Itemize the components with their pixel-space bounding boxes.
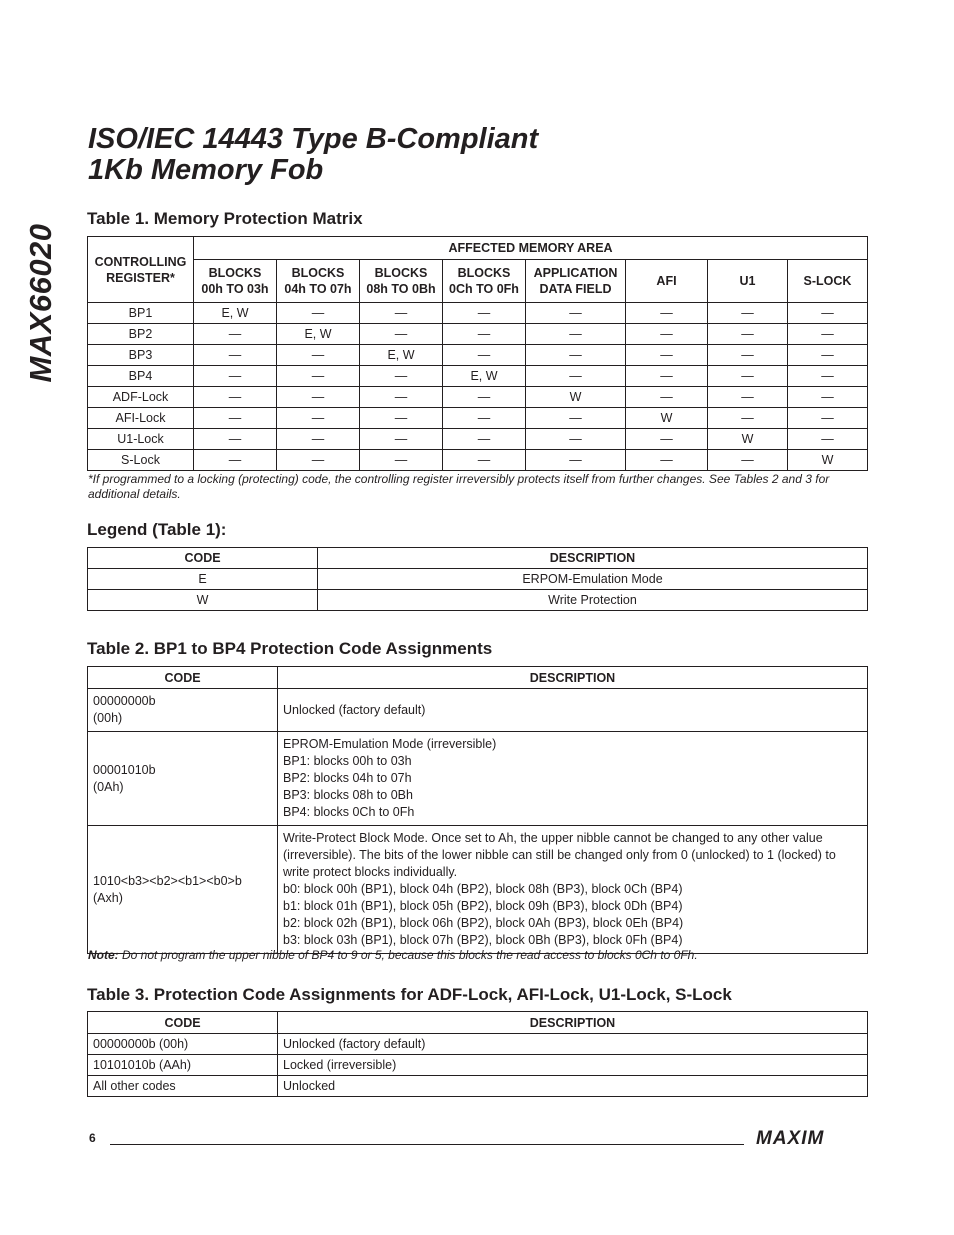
table-cell: — [443,450,526,471]
table-row [88,590,868,611]
table-cell: — [360,303,443,324]
code-cell: 00000000b (00h) [88,1034,278,1055]
table-cell: — [277,387,360,408]
table-cell: — [277,429,360,450]
lock-protection-code-table [87,1011,868,1097]
table-cell: — [708,408,788,429]
table-cell: — [443,303,526,324]
register-cell: BP4 [88,366,194,387]
code-cell: 10101010b (AAh) [88,1055,278,1076]
table-cell: — [277,450,360,471]
table-cell: — [360,429,443,450]
table-cell: W [708,429,788,450]
code-line: (Axh) [93,890,123,905]
footer-rule [110,1144,744,1145]
register-cell: S-Lock [88,450,194,471]
table-cell: — [443,345,526,366]
description-cell: ERPOM-Emulation Mode [318,569,868,590]
col-header: BLOCKS 08h TO 0Bh [360,260,443,303]
code-cell: W [88,590,318,611]
table-cell: — [360,450,443,471]
table-cell: — [360,366,443,387]
table1-heading: Table 1. Memory Protection Matrix [87,209,363,228]
table-row [88,324,868,345]
part-number-side-label [16,213,66,393]
table-cell: — [708,345,788,366]
table-cell: — [626,366,708,387]
table-cell: — [277,366,360,387]
note-label: Note: [88,948,119,962]
register-cell: AFI-Lock [88,408,194,429]
table-cell: — [626,324,708,345]
table2-heading: Table 2. BP1 to BP4 Protection Code Assignments [87,639,493,658]
table-cell: — [708,450,788,471]
table-cell: W [788,450,868,471]
description-cell [278,826,868,954]
title-line-1: ISO/IEC 14443 Type B-Compliant [88,123,539,155]
table-cell: E, W [277,324,360,345]
table-cell: — [360,324,443,345]
table-cell: — [194,450,277,471]
table-cell: — [194,408,277,429]
code-cell: E [88,569,318,590]
description-line: BP3: blocks 08h to 0Bh [283,788,413,802]
table-cell: — [277,303,360,324]
table1-footnote: *If programmed to a locking (protecting) code, the controlling register irreversibly protects itself from further changes. See Tables 2 and 3 for additional details. [88,472,830,501]
table-cell: E, W [194,303,277,324]
col-controlling-register: CONTROLLING REGISTER* [88,237,194,303]
col-header: BLOCKS 04h TO 07h [277,260,360,303]
table-row [88,1055,868,1076]
table-row [88,387,868,408]
code-cell: All other codes [88,1076,278,1097]
table-row [88,1076,868,1097]
col-header: BLOCKS 0Ch TO 0Fh [443,260,526,303]
register-cell: BP2 [88,324,194,345]
code-line: 00000000b [93,694,156,708]
memory-protection-matrix [87,236,868,471]
register-cell: ADF-Lock [88,387,194,408]
description-line: Write-Protect Block Mode. Once set to Ah, the upper nibble cannot be changed to any other value (irreversible). The bits of the lower nibble can still be changed only from 0 (unlocked) to 1 (locked) to write protect blocks individually. [283,831,836,879]
table-cell: — [526,366,626,387]
table-cell: — [626,429,708,450]
description-cell: Locked (irreversible) [278,1055,868,1076]
description-line: b1: block 01h (BP1), block 05h (BP2), block 09h (BP3), block 0Dh (BP4) [283,899,683,913]
table-cell: — [360,387,443,408]
table-row [88,429,868,450]
table-cell: — [526,303,626,324]
table-cell: — [277,345,360,366]
table-cell: — [708,366,788,387]
description-cell: Write Protection [318,590,868,611]
col-header: AFI [626,260,708,303]
description-line: b2: block 02h (BP1), block 06h (BP2), block 0Ah (BP3), block 0Eh (BP4) [283,916,684,930]
table-cell: — [788,408,868,429]
table-cell: — [626,450,708,471]
table-cell: — [526,345,626,366]
table-cell: — [526,408,626,429]
col-header: U1 [708,260,788,303]
table-cell: — [788,303,868,324]
table-cell: — [788,345,868,366]
document-title [88,124,538,186]
page-number: 6 [89,1131,96,1145]
table2-col-code: CODE [88,667,278,689]
table-cell: — [443,429,526,450]
description-line: BP1: blocks 00h to 03h [283,754,412,768]
table-row [88,732,868,826]
table-cell: E, W [443,366,526,387]
description-line: EPROM-Emulation Mode (irreversible) [283,737,497,751]
table-row [88,366,868,387]
legend-heading: Legend (Table 1): [87,520,227,539]
part-number-text: MAX66020 [23,223,58,383]
description-cell: Unlocked (factory default) [278,1034,868,1055]
col-affected-memory-area: AFFECTED MEMORY AREA [194,237,868,260]
table-cell: — [626,345,708,366]
table-cell: — [443,324,526,345]
table2-note [88,948,698,962]
table-row [88,826,868,954]
description-line: BP2: blocks 04h to 07h [283,771,412,785]
table-cell: — [788,429,868,450]
code-line: 00001010b [93,762,156,777]
table-cell: — [194,387,277,408]
code-line: 1010<b3><b2><b1><b0>b [93,873,242,888]
legend-col-description: DESCRIPTION [318,548,868,569]
table-row [88,303,868,324]
table3-col-code: CODE [88,1012,278,1034]
code-line: (00h) [93,711,123,725]
table-cell: — [360,408,443,429]
table2-col-description: DESCRIPTION [278,667,868,689]
table-cell: — [526,450,626,471]
code-cell [88,689,278,732]
table-cell: — [526,324,626,345]
table-row [88,450,868,471]
col-header: S-LOCK [788,260,868,303]
table-row [88,1034,868,1055]
table-cell: — [788,387,868,408]
table-row [88,345,868,366]
table-cell: — [194,345,277,366]
description-line: b0: block 00h (BP1), block 04h (BP2), block 08h (BP3), block 0Ch (BP4) [283,882,683,896]
maxim-logo: MAXIM [756,1128,825,1149]
table-cell: E, W [360,345,443,366]
register-cell: BP1 [88,303,194,324]
table-cell: W [526,387,626,408]
note-text: Do not program the upper nibble of BP4 to 9 or 5, because this blocks the read access to blocks 0Ch to 0Fh. [118,948,698,962]
bp-protection-code-table [87,666,868,954]
table-row [88,408,868,429]
table-cell: — [788,324,868,345]
table-cell: — [708,387,788,408]
code-cell [88,732,278,826]
table-cell: — [626,387,708,408]
table-cell: — [443,387,526,408]
legend-col-code: CODE [88,548,318,569]
table3-col-description: DESCRIPTION [278,1012,868,1034]
table-cell: — [708,303,788,324]
description-cell: Unlocked [278,1076,868,1097]
description-line: BP4: blocks 0Ch to 0Fh [283,805,415,819]
register-cell: BP3 [88,345,194,366]
table3-heading: Table 3. Protection Code Assignments for ADF-Lock, AFI-Lock, U1-Lock, S-Lock [87,985,732,1004]
description-line: Unlocked (factory default) [283,702,426,717]
description-cell [278,732,868,826]
table-cell: — [443,408,526,429]
description-line: b3: block 03h (BP1), block 07h (BP2), block 0Bh (BP3), block 0Fh (BP4) [283,933,683,947]
table-cell: — [626,303,708,324]
table-cell: — [277,408,360,429]
col-header: APPLICATION DATA FIELD [526,260,626,303]
table-row [88,689,868,732]
table-cell: — [194,366,277,387]
table-cell: — [526,429,626,450]
code-cell [88,826,278,954]
legend-table [87,547,868,611]
description-cell [278,689,868,732]
register-cell: U1-Lock [88,429,194,450]
table-cell: W [626,408,708,429]
title-line-2: 1Kb Memory Fob [88,154,324,186]
table-cell: — [194,324,277,345]
table-cell: — [788,366,868,387]
col-header: BLOCKS 00h TO 03h [194,260,277,303]
table-cell: — [194,429,277,450]
code-line: (0Ah) [93,779,124,794]
table-row [88,569,868,590]
table-cell: — [708,324,788,345]
